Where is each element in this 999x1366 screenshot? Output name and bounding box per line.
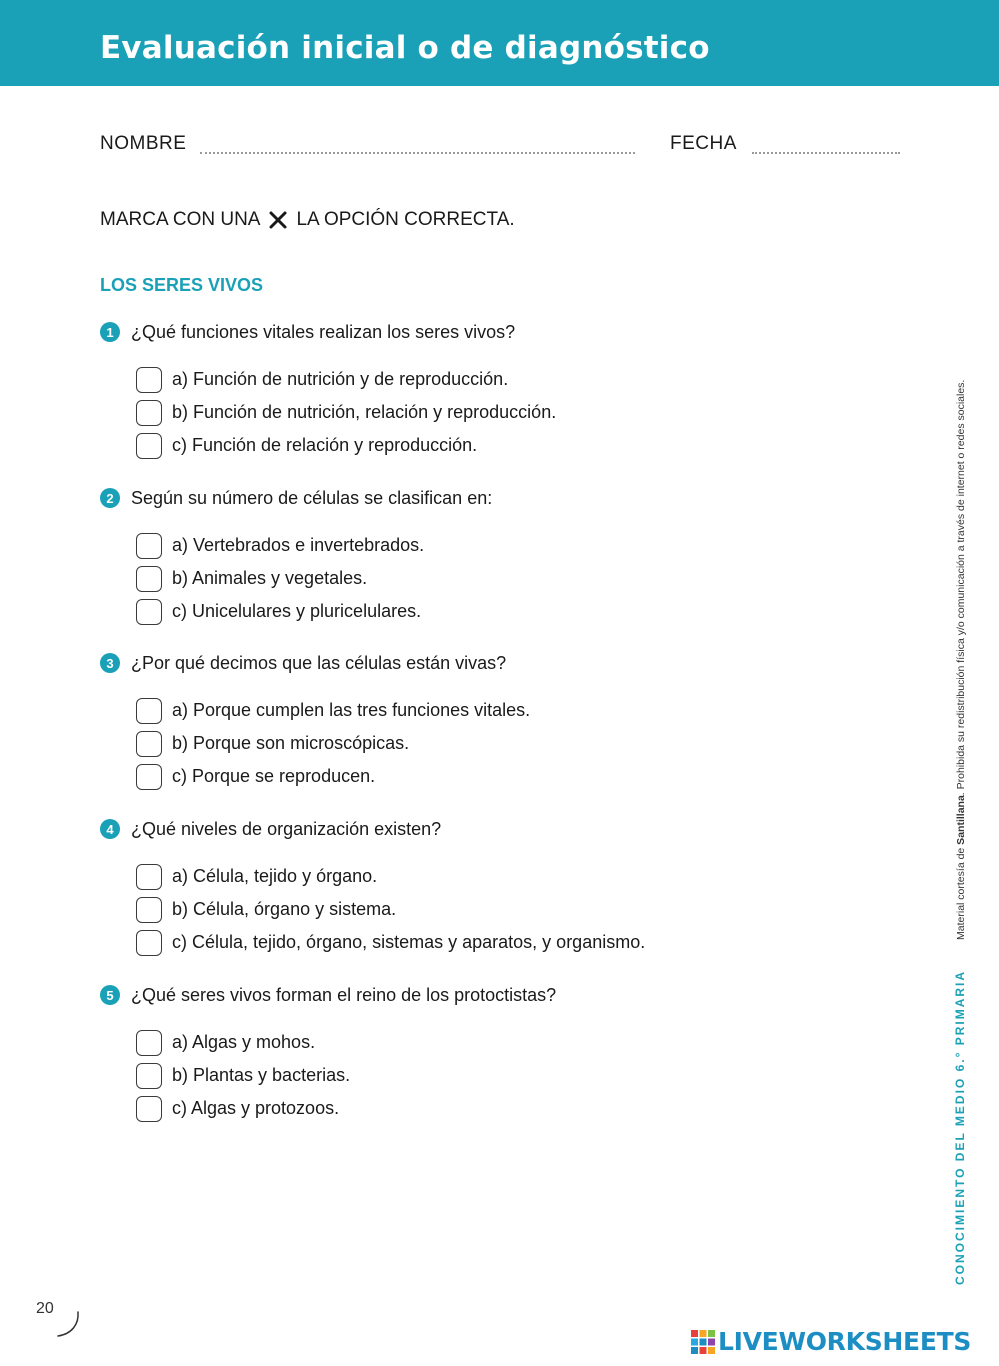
- answer-checkbox[interactable]: [136, 930, 162, 956]
- option-text: c) Función de relación y reproducción.: [172, 435, 478, 455]
- page-curl-icon: [56, 1310, 82, 1338]
- date-label: FECHA: [670, 133, 737, 154]
- copyright-prefix: Material cortesía de: [955, 847, 967, 940]
- option-text: a) Vertebrados e invertebrados.: [172, 535, 425, 555]
- option-c: [136, 595, 700, 628]
- option-text: b) Porque son microscópicas.: [172, 733, 410, 753]
- side-caption: [953, 380, 967, 1285]
- option-text: a) Porque cumplen las tres funciones vitales.: [172, 700, 531, 720]
- instruction-text-before: MARCA CON UNA: [100, 209, 261, 230]
- option-a: [136, 363, 700, 396]
- question-5: [100, 984, 700, 1125]
- question-number: 4: [100, 819, 120, 839]
- answer-checkbox[interactable]: [136, 1096, 162, 1122]
- question-3: [100, 652, 700, 793]
- option-b: [136, 1059, 700, 1092]
- liveworksheets-logo[interactable]: [690, 1327, 971, 1356]
- option-text: c) Porque se reproducen.: [172, 766, 376, 786]
- liveworksheets-logo-text: LIVEWORKSHEETS: [718, 1327, 972, 1356]
- option-text: b) Célula, órgano y sistema.: [172, 899, 397, 919]
- question-1: [100, 321, 700, 462]
- answer-checkbox[interactable]: [136, 698, 162, 724]
- copyright-note: [955, 380, 967, 940]
- option-text: c) Unicelulares y pluricelulares.: [172, 601, 422, 621]
- question-text: ¿Qué seres vivos forman el reino de los protoctistas?: [131, 984, 557, 1005]
- page-title: Evaluación inicial o de diagnóstico: [100, 30, 710, 66]
- option-a: [136, 694, 700, 727]
- option-c: [136, 1092, 700, 1125]
- publisher-name: Santillana: [955, 795, 967, 845]
- option-text: a) Algas y mohos.: [172, 1032, 316, 1052]
- option-c: [136, 429, 700, 462]
- answer-checkbox[interactable]: [136, 1063, 162, 1089]
- answer-checkbox[interactable]: [136, 1030, 162, 1056]
- instruction: [100, 209, 515, 231]
- answer-checkbox[interactable]: [136, 367, 162, 393]
- answer-checkbox[interactable]: [136, 764, 162, 790]
- cross-icon: [268, 210, 288, 230]
- option-text: c) Célula, tejido, órgano, sistemas y aparatos, y organismo.: [172, 932, 646, 952]
- question-text: ¿Por qué decimos que las células están vivas?: [131, 652, 507, 673]
- answer-checkbox[interactable]: [136, 864, 162, 890]
- option-c: [136, 926, 700, 959]
- option-b: [136, 562, 700, 595]
- date-field[interactable]: [752, 152, 900, 154]
- section-title: LOS SERES VIVOS: [100, 275, 264, 295]
- answer-checkbox[interactable]: [136, 566, 162, 592]
- question-text: ¿Qué funciones vitales realizan los seres vivos?: [131, 321, 516, 342]
- answer-checkbox[interactable]: [136, 731, 162, 757]
- option-text: a) Célula, tejido y órgano.: [172, 866, 378, 886]
- answer-checkbox[interactable]: [136, 533, 162, 559]
- page-number: 20: [36, 1300, 54, 1317]
- option-a: [136, 529, 700, 562]
- question-4: [100, 818, 700, 959]
- option-text: b) Animales y vegetales.: [172, 568, 368, 588]
- question-2: [100, 487, 700, 628]
- option-text: c) Algas y protozoos.: [172, 1098, 340, 1118]
- question-number: 5: [100, 985, 120, 1005]
- question-text: ¿Qué niveles de organización existen?: [131, 818, 442, 839]
- option-text: a) Función de nutrición y de reproducción.: [172, 369, 509, 389]
- instruction-text-after: LA OPCIÓN CORRECTA.: [296, 209, 515, 230]
- option-c: [136, 760, 700, 793]
- question-number: 2: [100, 488, 120, 508]
- answer-checkbox[interactable]: [136, 897, 162, 923]
- name-label: NOMBRE: [100, 133, 187, 154]
- option-b: [136, 396, 700, 429]
- option-a: [136, 1026, 700, 1059]
- subject-label: CONOCIMIENTO DEL MEDIO 6.° PRIMARIA: [953, 969, 967, 1285]
- question-number: 3: [100, 653, 120, 673]
- question-text: Según su número de células se clasifican en:: [131, 487, 493, 508]
- answer-checkbox[interactable]: [136, 599, 162, 625]
- option-a: [136, 860, 700, 893]
- name-field[interactable]: [200, 152, 635, 154]
- option-text: b) Función de nutrición, relación y reproducción.: [172, 402, 557, 422]
- answer-checkbox[interactable]: [136, 400, 162, 426]
- option-text: b) Plantas y bacterias.: [172, 1065, 351, 1085]
- option-b: [136, 893, 700, 926]
- question-number: 1: [100, 322, 120, 342]
- option-b: [136, 727, 700, 760]
- answer-checkbox[interactable]: [136, 433, 162, 459]
- copyright-suffix: . Prohibida su redistribución física y/o comunicación a través de internet o redes sociales.: [955, 379, 967, 796]
- liveworksheets-logo-icon: [690, 1329, 716, 1355]
